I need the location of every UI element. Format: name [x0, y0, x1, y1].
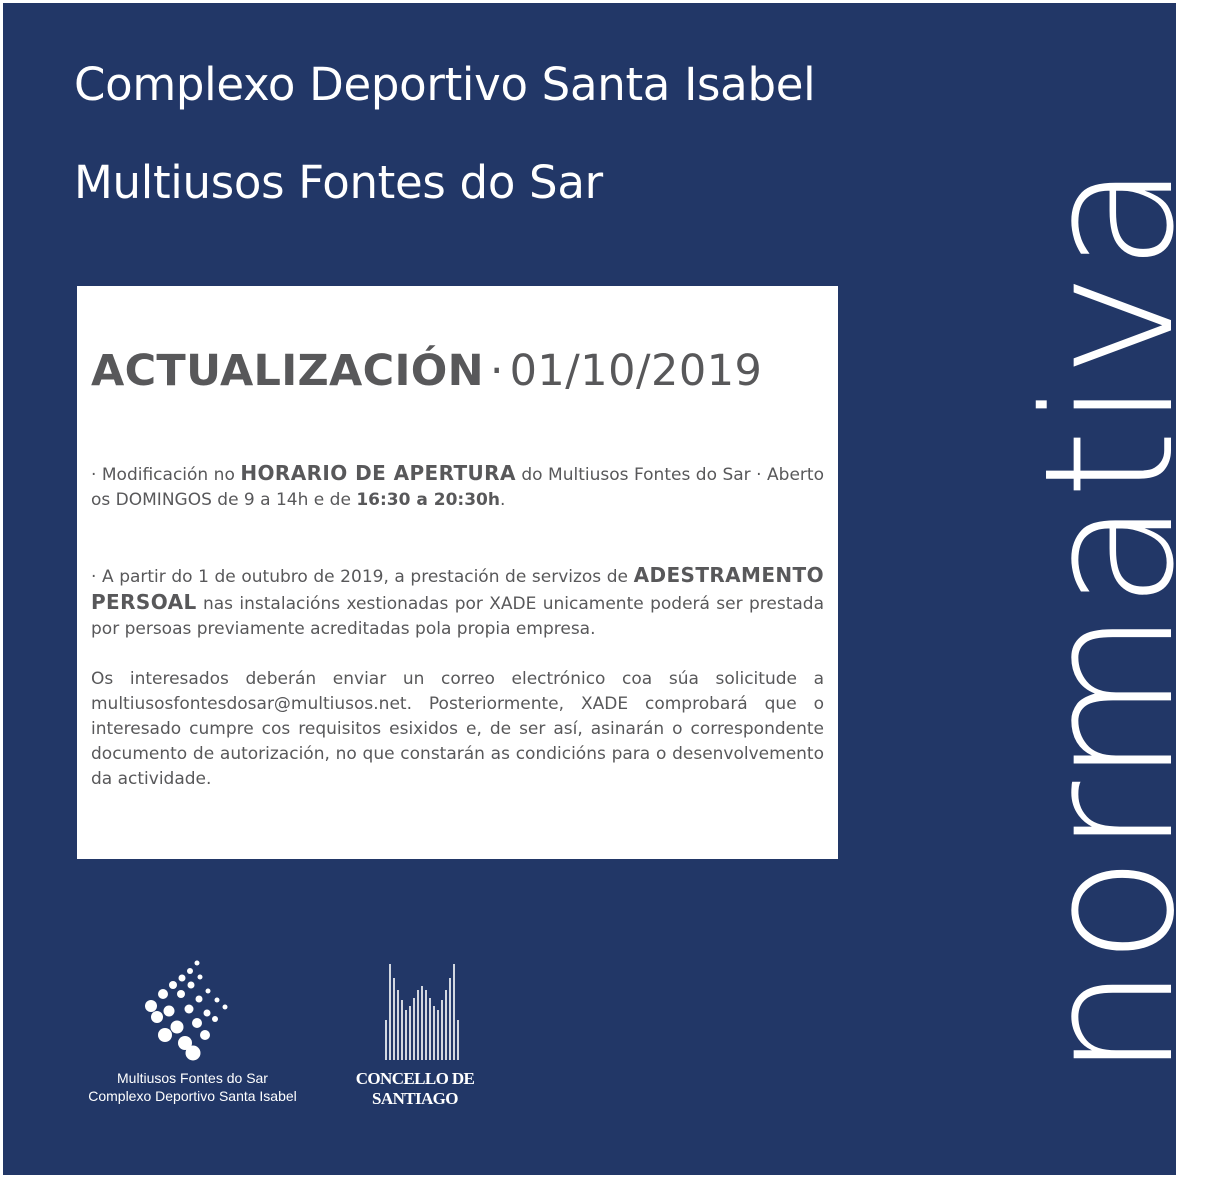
p1-bold-time: 16:30 a 20:30h — [356, 490, 500, 510]
notice-title-date: 01/10/2019 — [509, 346, 763, 396]
p1-text-e: . — [499, 490, 506, 510]
notice-paragraph-opening-hours — [91, 461, 824, 513]
multiusos-logo-caption-2: Complexo Deportivo Santa Isabel — [88, 1088, 297, 1104]
p1-text-c: do Multiusos Fontes do Sar · Aberto os DOMINGOS de 9 a 14h e de — [91, 465, 824, 510]
notice-paragraph-personal-training — [91, 563, 824, 642]
concello-caption-2: SANTIAGO — [372, 1089, 458, 1108]
notice-panel — [77, 286, 838, 859]
header-line-1: Complexo Deportivo Santa Isabel — [74, 58, 816, 111]
notice-title-main: ACTUALIZACIÓN — [91, 346, 484, 396]
notice-title — [91, 346, 824, 396]
side-label: normativa — [1006, 161, 1213, 1079]
p1-bold-hours: HORARIO DE APERTURA — [240, 461, 516, 485]
notice-title-separator: · — [489, 346, 504, 396]
dots-diamond-logo-icon — [135, 955, 255, 1065]
cathedral-logo-icon — [378, 960, 478, 1065]
p2-text-c: nas instalacións xestionadas por XADE unicamente poderá ser prestada por persoas previamente acreditadas pola propia empresa. — [91, 594, 824, 639]
concello-caption-1: CONCELLO DE — [355, 1069, 475, 1088]
p1-text-a: · Modificación no — [91, 465, 241, 485]
p2-bold-training: ADESTRAMENTO PERSOAL — [91, 563, 824, 614]
notice-paragraph-application: Os interesados deberán enviar un correo electrónico coa súa solicitude a multiusosfontesdosar@multiusos.net. Posteriormente, XADE comprobará que o interesado cumpre cos requisitos esixidos e, de ser así, asinarán o correspondente documento de autorización, no que constarán as condicións para o desenvolvemento da actividade. — [91, 669, 824, 789]
p2-text-a: · A partir do 1 de outubro de 2019, a prestación de servizos de — [91, 567, 634, 587]
header-line-2: Multiusos Fontes do Sar — [74, 156, 603, 209]
multiusos-logo-caption-1: Multiusos Fontes do Sar — [117, 1070, 268, 1086]
